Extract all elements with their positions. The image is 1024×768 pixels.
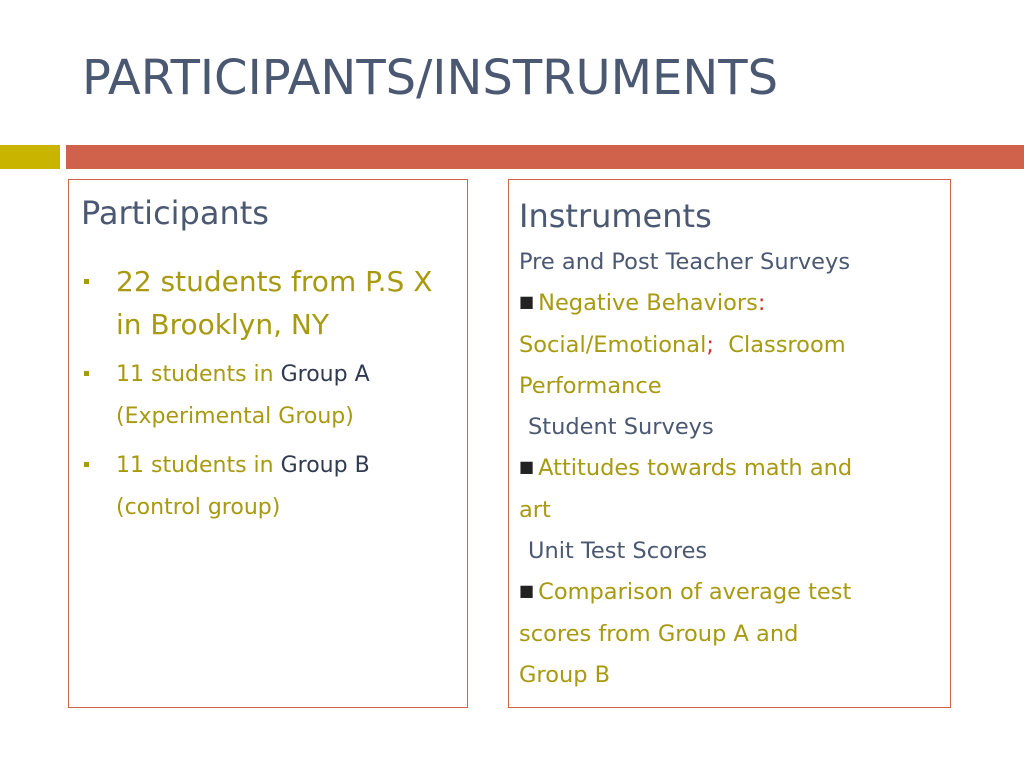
list-item (519, 572, 939, 614)
classroom-text: Classroom (728, 332, 846, 358)
list-item (81, 445, 451, 529)
student-surveys-label: Student Surveys (528, 414, 714, 440)
group-b-text: Group B (519, 662, 611, 688)
performance-text: Performance (519, 373, 662, 399)
negative-behaviors-text: Negative Behaviors (538, 290, 758, 316)
teacher-surveys-label: Pre and Post Teacher Surveys (519, 249, 851, 275)
accent-bar-red (66, 145, 1024, 169)
unit-test-scores-label: Unit Test Scores (528, 538, 708, 564)
list-item (81, 260, 451, 346)
participants-count-text: 22 students from P.S X in Brooklyn, NY (116, 265, 433, 341)
participants-list (81, 260, 451, 536)
group-b-label: Group B (280, 453, 370, 478)
instruments-heading: Instruments (519, 197, 712, 235)
group-a-description: (Experimental Group) (116, 404, 354, 429)
list-item (519, 325, 939, 366)
instruments-box (508, 179, 951, 708)
bullet-square-icon: ■ (519, 292, 535, 311)
attitudes-text: Attitudes towards math and (538, 455, 853, 481)
bullet-square-icon (84, 462, 89, 467)
comparison-text: Comparison of average test (538, 579, 852, 605)
list-item (81, 354, 451, 438)
participants-box (68, 179, 468, 708)
social-emotional-text: Social/Emotional (519, 332, 707, 358)
bullet-square-icon: ■ (519, 581, 535, 600)
participants-heading: Participants (81, 194, 269, 232)
group-a-label: Group A (280, 362, 370, 387)
slide-title: PARTICIPANTS/INSTRUMENTS (82, 50, 779, 106)
group-b-prefix: 11 students in (116, 453, 281, 478)
bullet-square-icon: ■ (519, 457, 535, 476)
semicolon-mark: ; (706, 332, 714, 358)
scores-from-text: scores from Group A and (519, 621, 799, 647)
instruments-content (519, 194, 939, 696)
group-a-prefix: 11 students in (116, 362, 281, 387)
art-text: art (519, 497, 551, 523)
list-item (519, 448, 939, 490)
colon-mark: : (757, 290, 766, 316)
list-item (519, 283, 939, 325)
bullet-square-icon (84, 279, 89, 284)
group-b-description: (control group) (116, 495, 281, 520)
accent-bar-yellow (0, 145, 60, 169)
bullet-square-icon (84, 371, 89, 376)
